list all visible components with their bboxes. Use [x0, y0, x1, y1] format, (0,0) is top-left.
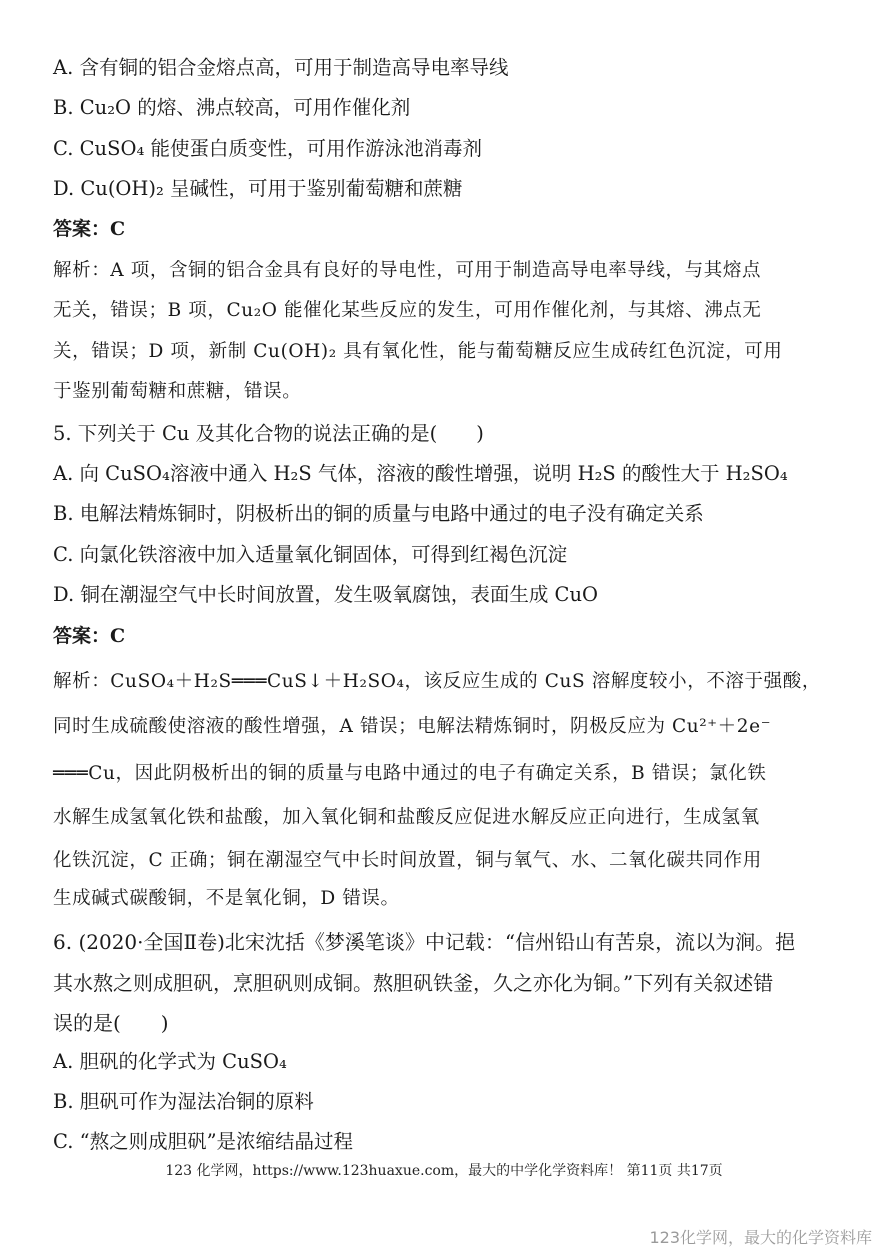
explanation-line: 无关，错误；B 项，Cu₂O 能催化某些反应的发生，可用作催化剂，与其熔、沸点无: [53, 300, 762, 321]
page-footer: 123 化学网，https://www.123huaxue.com，最大的中学化学资料库！ 第11页 共17页: [165, 1163, 723, 1179]
option-d: D. 铜在潮湿空气中长时间放置，发生吸氧腐蚀，表面生成 CuO: [53, 583, 599, 606]
explanation-line: 化铁沉淀，C 正确；铜在潮湿空气中长时间放置，铜与氧气、水、二氧化碳共同作用: [53, 850, 762, 871]
explanation-line: 关，错误；D 项，新制 Cu(OH)₂ 具有氧化性，能与葡萄糖反应生成砖红色沉淀，可用: [53, 341, 783, 362]
explanation-line: 生成碱式碳酸铜，不是氧化铜，D 错误。: [53, 888, 400, 909]
explanation-line: 于鉴别葡萄糖和蔗糖，错误。: [53, 381, 302, 402]
explanation-line: 解析：A 项，含铜的铝合金具有良好的导电性，可用于制造高导电率导线，与其熔点: [53, 260, 762, 281]
option-a: A. 含有铜的铝合金熔点高，可用于制造高导电率导线: [53, 56, 509, 79]
explanation-line: 水解生成氢氧化铁和盐酸，加入氧化铜和盐酸反应促进水解反应正向进行，生成氢氧: [53, 807, 760, 828]
question-stem: 误的是( ): [53, 1011, 169, 1035]
explanation-line: ═══Cu，因此阴极析出的铜的质量与电路中通过的电子有确定关系，B 错误；氯化铁: [53, 763, 767, 784]
question-stem: 其水熬之则成胆矾，烹胆矾则成铜。熬胆矾铁釜，久之亦化为铜。”下列有关叙述错: [53, 971, 774, 995]
option-a: A. 向 CuSO₄溶液中通入 H₂S 气体，溶液的酸性增强，说明 H₂S 的酸性大于 H₂SO₄: [53, 462, 788, 485]
explanation-line: 解析：CuSO₄＋H₂S═══CuS↓＋H₂SO₄，该反应生成的 CuS 溶解度较小，不溶于强酸，: [53, 671, 821, 692]
option-b: B. Cu₂O 的熔、沸点较高，可用作催化剂: [53, 96, 411, 119]
option-d: D. Cu(OH)₂ 呈碱性，可用于鉴别葡萄糖和蔗糖: [53, 177, 463, 200]
watermark: 123化学网，最大的化学资料库: [649, 1228, 872, 1247]
answer-label: 答案：C: [53, 625, 126, 647]
option-c: C. CuSO₄ 能使蛋白质变性，可用作游泳池消毒剂: [53, 137, 482, 160]
explanation-line: 同时生成硫酸使溶液的酸性增强，A 错误；电解法精炼铜时，阴极反应为 Cu²⁺＋2e⁻: [53, 716, 772, 737]
option-b: B. 电解法精炼铜时，阴极析出的铜的质量与电路中通过的电子没有确定关系: [53, 502, 704, 525]
option-a: A. 胆矾的化学式为 CuSO₄: [53, 1050, 287, 1073]
option-b: B. 胆矾可作为湿法冶铜的原料: [53, 1090, 314, 1113]
answer-label: 答案：C: [53, 218, 126, 240]
question-stem: 6. (2020·全国Ⅱ卷)北宋沈括《梦溪笔谈》中记载：“信州铅山有苦泉，流以为涧。挹: [53, 930, 796, 954]
option-c: C. “熬之则成胆矾”是浓缩结晶过程: [53, 1130, 354, 1153]
option-c: C. 向氯化铁溶液中加入适量氧化铜固体，可得到红褐色沉淀: [53, 543, 568, 566]
question-stem: 5. 下列关于 Cu 及其化合物的说法正确的是( ): [53, 422, 484, 445]
